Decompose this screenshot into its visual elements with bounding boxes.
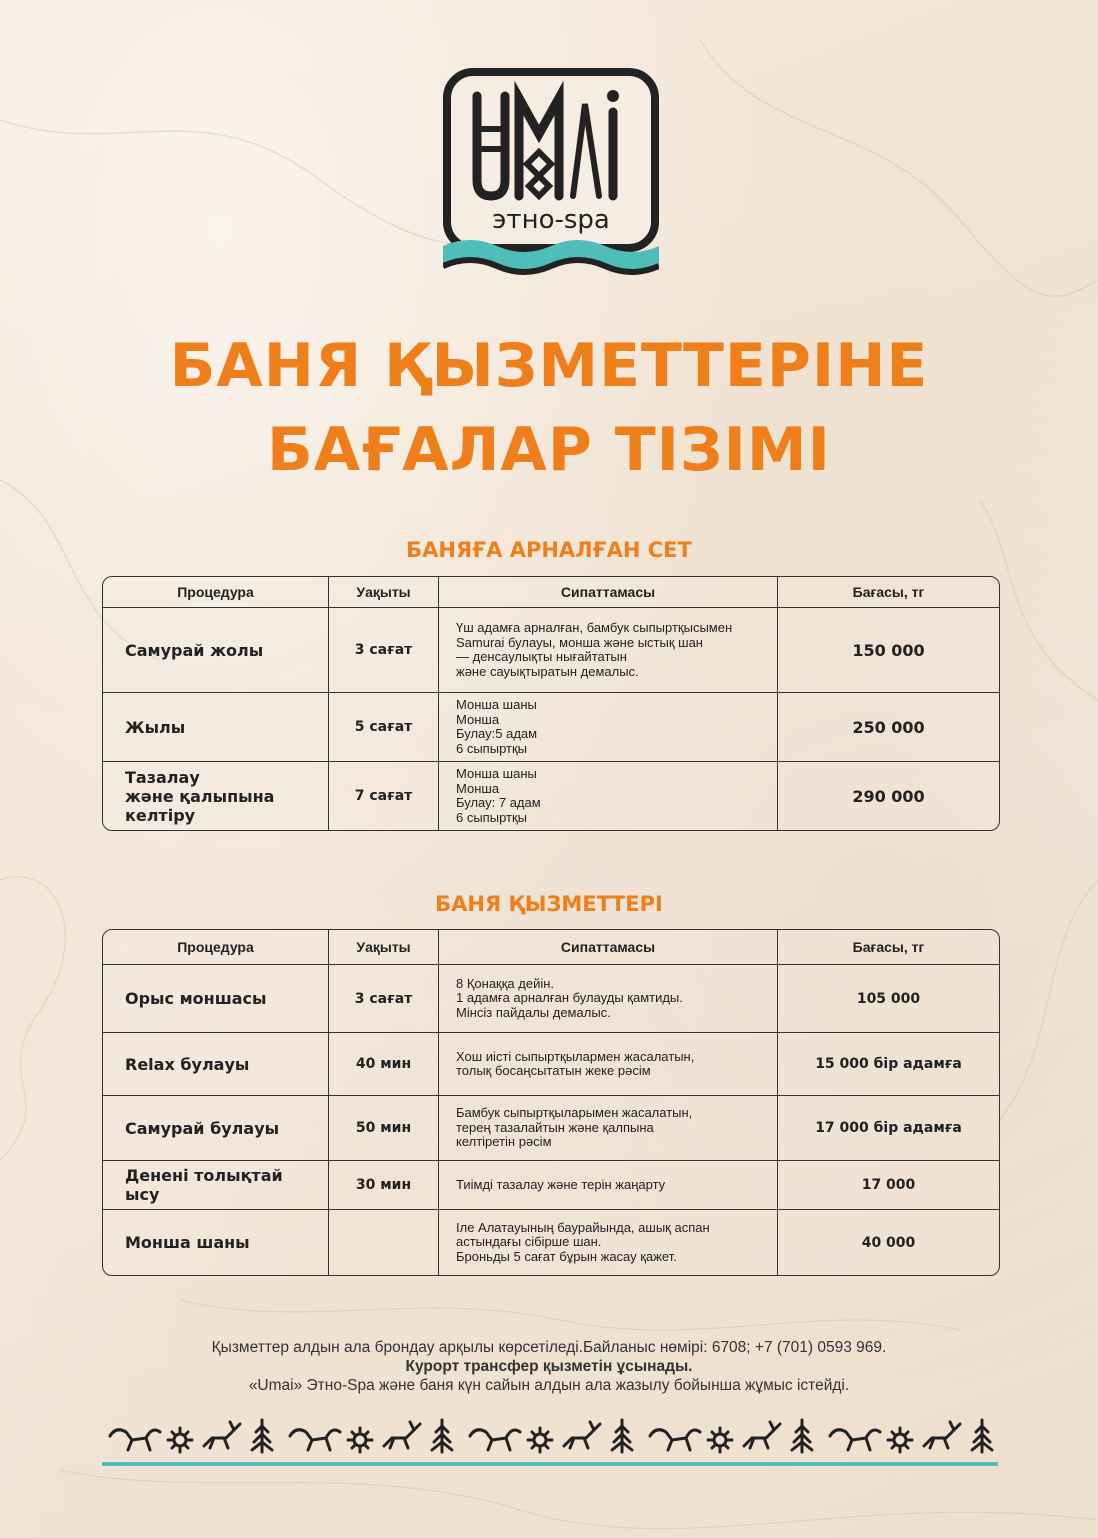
footer-transfer-line: Курорт трансфер қызметін ұсынады. — [405, 1358, 693, 1375]
description: Монша шаны Монша Булау: 7 адам 6 сыпыртқы — [439, 762, 778, 830]
header-description: Сипаттамасы — [439, 930, 778, 964]
duration: 7 сағат — [329, 762, 439, 830]
procedure-name: Денені толықтай ысу — [103, 1161, 329, 1209]
description: 8 Қонаққа дейін. 1 адамға арналған булауды қамтиды. Мінсіз пайдалы демалыс. — [439, 965, 778, 1032]
price: 105 000 — [856, 990, 921, 1007]
description: Бамбук сыпыртқыларымен жасалатын, терең тазалайтын және қалпына келтіретін рәсім — [439, 1096, 778, 1160]
procedure-name: Самурай жолы — [103, 608, 329, 692]
duration: 50 мин — [329, 1096, 439, 1160]
duration: 30 мин — [329, 1161, 439, 1209]
description: Хош иісті сыпыртқылармен жасалатын, толық босаңсытатын жеке рәсім — [439, 1033, 778, 1095]
set-section-heading: БАНЯҒА АРНАЛҒАН СЕТ — [406, 538, 692, 562]
procedure-name: Тазалау және қалыпына келтіру — [103, 762, 329, 830]
logo-subtitle: этно-spa — [492, 205, 610, 235]
description: Үш адамға арналған, бамбук сыпыртқысымен Samurai булауы, монша және ыстық шан — денсаулықты нығайтатын және сауықтыратын демалыс. — [439, 608, 778, 692]
duration: 3 сағат — [329, 608, 439, 692]
table-row — [103, 1095, 999, 1160]
services-section-heading: БАНЯ ҚЫЗМЕТТЕРІ — [435, 892, 663, 916]
procedure-name: Жылы — [103, 693, 329, 761]
umai-logo — [443, 68, 659, 284]
header-price: Бағасы, тг — [852, 939, 925, 955]
duration — [329, 1210, 439, 1275]
table-row — [103, 1032, 999, 1095]
header-description: Сипаттамасы — [439, 577, 778, 607]
services-price-table — [102, 929, 1000, 1276]
page-title-line1: БАНЯ ҚЫЗМЕТТЕРІНЕ — [169, 331, 929, 401]
price: 290 000 — [852, 786, 925, 806]
header-duration: Уақыты — [329, 930, 439, 964]
table-row — [103, 692, 999, 761]
table-row — [103, 1209, 999, 1275]
price: 17 000 бір адамға — [815, 1120, 962, 1136]
footer-hours-line: «Umai» Этно-Spa және баня күн сайын алдын ала жазылу бойынша жұмыс істейді. — [248, 1377, 850, 1394]
table-row — [103, 964, 999, 1032]
set-price-table — [102, 576, 1000, 831]
ethnic-ornament-border-icon — [102, 1412, 998, 1468]
procedure-name: Орыс моншасы — [103, 965, 329, 1032]
price: 150 000 — [852, 640, 925, 660]
description: Монша шаны Монша Булау:5 адам 6 сыпыртқы — [439, 693, 778, 761]
page-title-line2: БАҒАЛАР ТІЗІМІ — [267, 415, 831, 485]
description: Іле Алатауының баурайында, ашық аспан астындағы сібірше шан. Броньды 5 сағат бұрын жасау қажет. — [439, 1210, 778, 1275]
duration: 40 мин — [329, 1033, 439, 1095]
price: 40 000 — [861, 1234, 916, 1251]
price: 15 000 бір адамға — [815, 1056, 962, 1072]
header-price: Бағасы, тг — [852, 584, 925, 600]
footer-contact-line: Қызметтер алдын ала брондау арқылы көрсетіледі.Байланыс нөмірі: 6708; +7 (701) 0593 969. — [211, 1339, 887, 1356]
header-procedure: Процедура — [103, 577, 329, 607]
table-row — [103, 1160, 999, 1209]
duration: 3 сағат — [329, 965, 439, 1032]
description: Тиімді тазалау және терін жаңарту — [439, 1161, 778, 1209]
procedure-name: Самурай булауы — [103, 1096, 329, 1160]
price: 250 000 — [852, 717, 925, 737]
table-row — [103, 607, 999, 692]
table-header-row — [103, 930, 999, 964]
price: 17 000 — [861, 1177, 916, 1193]
header-duration: Уақыты — [329, 577, 439, 607]
header-procedure: Процедура — [103, 930, 329, 964]
table-header-row — [103, 577, 999, 607]
procedure-name: Монша шаны — [103, 1210, 329, 1275]
table-row — [103, 761, 999, 830]
duration: 5 сағат — [329, 693, 439, 761]
procedure-name: Relax булауы — [103, 1033, 329, 1095]
